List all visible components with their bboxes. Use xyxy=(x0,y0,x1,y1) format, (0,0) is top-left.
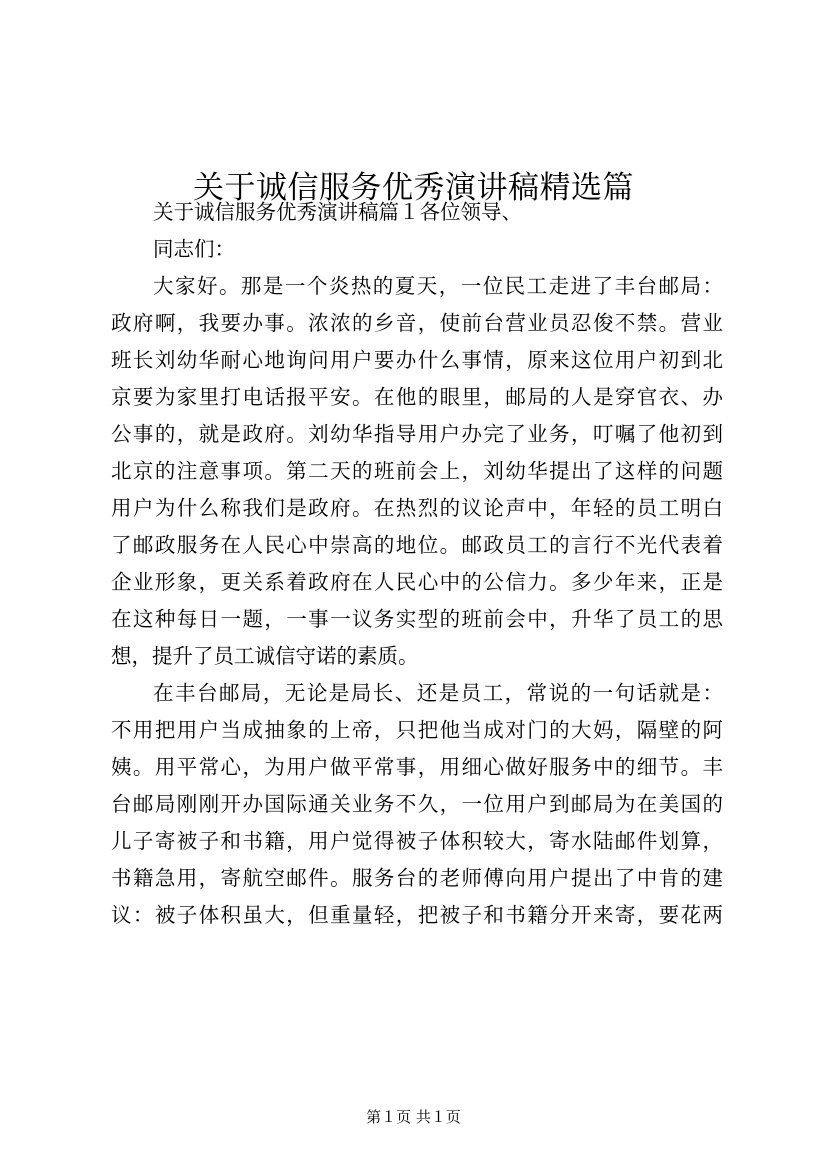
text-line: 公事的，就是政府。刘幼华指导用户办完了业务，叮嘱了他初到 xyxy=(111,422,723,446)
document-body xyxy=(111,194,723,934)
text-line: 班长刘幼华耐心地询问用户要办什么事情，原来这位用户初到北 xyxy=(111,348,723,372)
text-line: 不用把用户当成抽象的上帝，只把他当成对门的大妈，隔壁的阿 xyxy=(111,718,723,742)
text-line: 台邮局刚刚开办国际通关业务不久，一位用户到邮局为在美国的 xyxy=(111,792,723,816)
text-line: 姨。用平常心，为用户做平常事，用细心做好服务中的细节。丰 xyxy=(111,755,723,779)
page-footer: 第１页 共１页 xyxy=(366,1108,461,1126)
text-line: 书籍急用，寄航空邮件。服务台的老师傅向用户提出了中肯的建 xyxy=(111,866,723,890)
text-line: 儿子寄被子和书籍，用户觉得被子体积较大，寄水陆邮件划算， xyxy=(111,829,723,853)
text-line: 关于诚信服务优秀演讲稿篇１各位领导、 xyxy=(153,200,522,224)
text-line: 同志们： xyxy=(153,237,235,261)
text-line: 议：被子体积虽大，但重量轻，把被子和书籍分开来寄，要花两 xyxy=(111,903,723,927)
text-line: 北京的注意事项。第二天的班前会上，刘幼华提出了这样的问题 xyxy=(111,459,723,483)
text-line: 想，提升了员工诚信守诺的素质。 xyxy=(111,644,419,668)
document-title: 关于诚信服务优秀演讲稿精选篇 xyxy=(193,169,634,206)
text-line: 了邮政服务在人民心中崇高的地位。邮政员工的言行不光代表着 xyxy=(111,533,723,557)
text-line: 在这种每日一题，一事一议务实型的班前会中，升华了员工的思 xyxy=(111,607,723,631)
text-line: 大家好。那是一个炎热的夏天，一位民工走进了丰台邮局： xyxy=(153,274,723,298)
text-line: 京要为家里打电话报平安。在他的眼里，邮局的人是穿官衣、办 xyxy=(111,385,723,409)
text-line: 政府啊，我要办事。浓浓的乡音，使前台营业员忍俊不禁。营业 xyxy=(111,311,723,335)
text-line: 在丰台邮局，无论是局长、还是员工，常说的一句话就是： xyxy=(153,681,723,705)
text-line: 企业形象，更关系着政府在人民心中的公信力。多少年来，正是 xyxy=(111,570,723,594)
text-line: 用户为什么称我们是政府。在热烈的议论声中，年轻的员工明白 xyxy=(111,496,723,520)
